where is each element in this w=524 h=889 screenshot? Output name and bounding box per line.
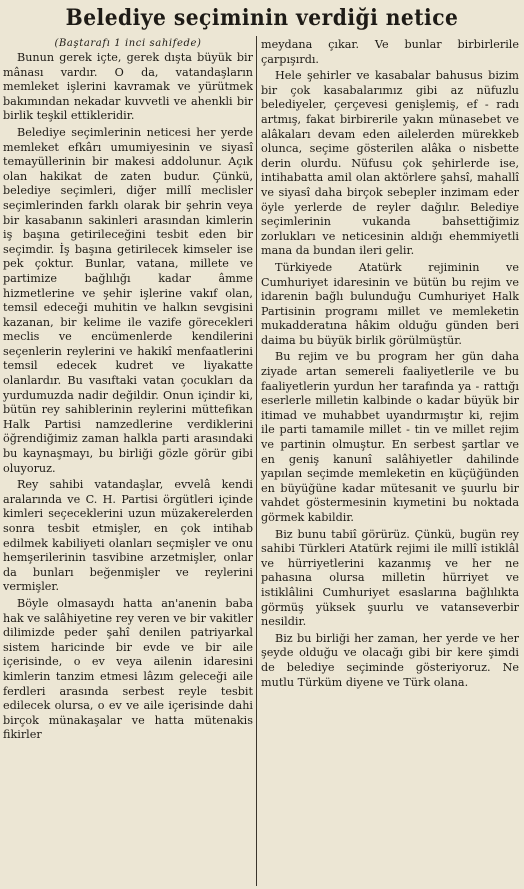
paragraph: Belediye seçimlerinin neticesi her yerde memleket efkârı umumiyesinin ve siyasî temayüllerinin bir makesi addolunur. Açık olan hakikat de zaten budur. Çünkü, belediye seçimleri, diğer millî meclisler seçimlerinden farklı olarak bir şehrin veya bir kasabanın sakinleri arasından kimlerin iş başına getirileceğini tesbit eden bir seçimdir. İş başına getirilecek kimseler ise pek çoktur. Bunlar, vatana, millete ve partimize bağlılığı kadar âmme hizmetlerine ve şehir işlerine vakıf olan, temsil edeceği muhitin ve halkın sevgisini kazanan, bir kelime ile vazife görecekleri meclis ve encümenlerde kendilerini seçenlerin reylerini ve hakikî menfaatlerini temsil edecek kudret ve liyakatte olanlardır. Bu vasıftaki vatan çocukları da yurdumuzda nadir değildir. Onun içindir ki, bütün rey sahiblerinin reylerini müttefikan Halk Partisi namzedlerine verdiklerini öğrendiğimiz zaman halkla parti arasındaki bu kaynaşmayı, bu birliği gözle görür gibi oluyoruz. xyxy=(3,125,253,475)
paragraph: Hele şehirler ve kasabalar bahusus bizim bir çok kasabalarımız gibi az nüfuzlu belediyeler, çerçevesi genişlemiş, ef - radı artmış, fakat birbirerile yakın münasebet ve alâkaları devam eden ailelerden mürekkeb olunca, seçime gösterilen alâka o nisbette derin olurdu. Nüfusu çok şehirlerde ise, intihabatta amil olan aktörlere şahsî, mahallî ve siyasî daha birçok sebepler inzimam eder öyle yerlerde de reyler dağılır. Belediye seçimlerinin vukanda bahsettiğimiz zorlukları ve neticesinin aldığı ehemmiyetli mana da bundan ileri gelir. xyxy=(261,69,519,258)
article-headline: Belediye seçiminin verdiği netice xyxy=(65,5,459,31)
right-column xyxy=(261,38,519,889)
paragraph: Bunun gerek içte, gerek dışta büyük bir mânası vardır. O da, vatandaşların memleket işlerini kavramak ve yürütmek bakımından nekadar kuvvetli ve ahenkli bir birlik teşkil ettikleridir. xyxy=(3,51,253,123)
column-divider xyxy=(256,36,257,886)
paragraph: Biz bunu tabiî görürüz. Çünkü, bugün rey sahibi Türkleri Atatürk rejimi ile millî istiklâl ve hürriyetlerini kazanmış ve her ne pahasına olursa milletin hürriyet ve istiklâlini Cumhuriyet esaslarına bağlılıkta görmüş yüksek şuurlu ve vatanseverbir nesildir. xyxy=(261,527,519,629)
continued-from-note: (Baştarafı 1 inci sahifede) xyxy=(54,38,202,49)
paragraph: Bu rejim ve bu program her gün daha ziyade artan semereli faaliyetlerile ve bu faaliyetlerin yurdun her tarafında ya - rattığı eserlerle milletin kalbinde o kadar büyük bir itimad ve muhabbet uyandırmıştır ki, rejim ile parti tamamile millet - tin ve millet rejim ve partinin olmuştur. En serbest şartlar ve en geniş kanunî salâhiyetler dahilinde yapılan seçimde memleketin en küçüğünden en büyüğüne kadar mütesanit ve şuurlu bir vahdet göstermesinin kıymetini bu noktada görmek kabildir. xyxy=(261,350,519,524)
paragraph: Böyle olmasaydı hatta an'anenin baba hak ve salâhiyetine rey veren ve bir vakitler dilimizde peder şahî denilen patriyarkal sistem haricinde bir evde ve bir aile içerisinde, o ev veya ailenin idaresini kimlerin tanzim etmesi lâzım geleceği aile ferdleri arasında serbest reyle tesbit edilecek olursa, o ev ve aile içerisinde dahi birçok münakaşalar ve hatta mütenakis fikirler xyxy=(3,596,253,742)
paragraph: Biz bu birliği her zaman, her yerde ve her şeyde olduğu ve olacağı gibi bir kere şimdi de belediye seçiminde gösteriyoruz. Ne mutlu Türküm diyene ve Türk olana. xyxy=(261,631,519,689)
left-column xyxy=(3,38,253,889)
paragraph: Türkiyede Atatürk rejiminin ve Cumhuriyet idaresinin ve bütün bu rejim ve idarenin bağlı bulunduğu Cumhuriyet Halk Partisinin programı millet ve memleketin mukadderatına hâkim olduğu günden beri daima bu büyük birlik görülmüştür. xyxy=(261,260,519,347)
paragraph: Rey sahibi vatandaşlar, evvelâ kendi aralarında ve C. H. Partisi örgütleri içinde kimleri seçeceklerini uzun müzakerelerden sonra tesbit etmişler, en çok intihab edilmek kabiliyeti olanları seçmişler ve onu hemşerilerinin tasvibine arzetmişler, onlar da bunları beğenmişler ve reylerini vermişler. xyxy=(3,478,253,594)
paragraph: meydana çıkar. Ve bunlar birbirlerile çarpışırdı. xyxy=(261,38,519,66)
